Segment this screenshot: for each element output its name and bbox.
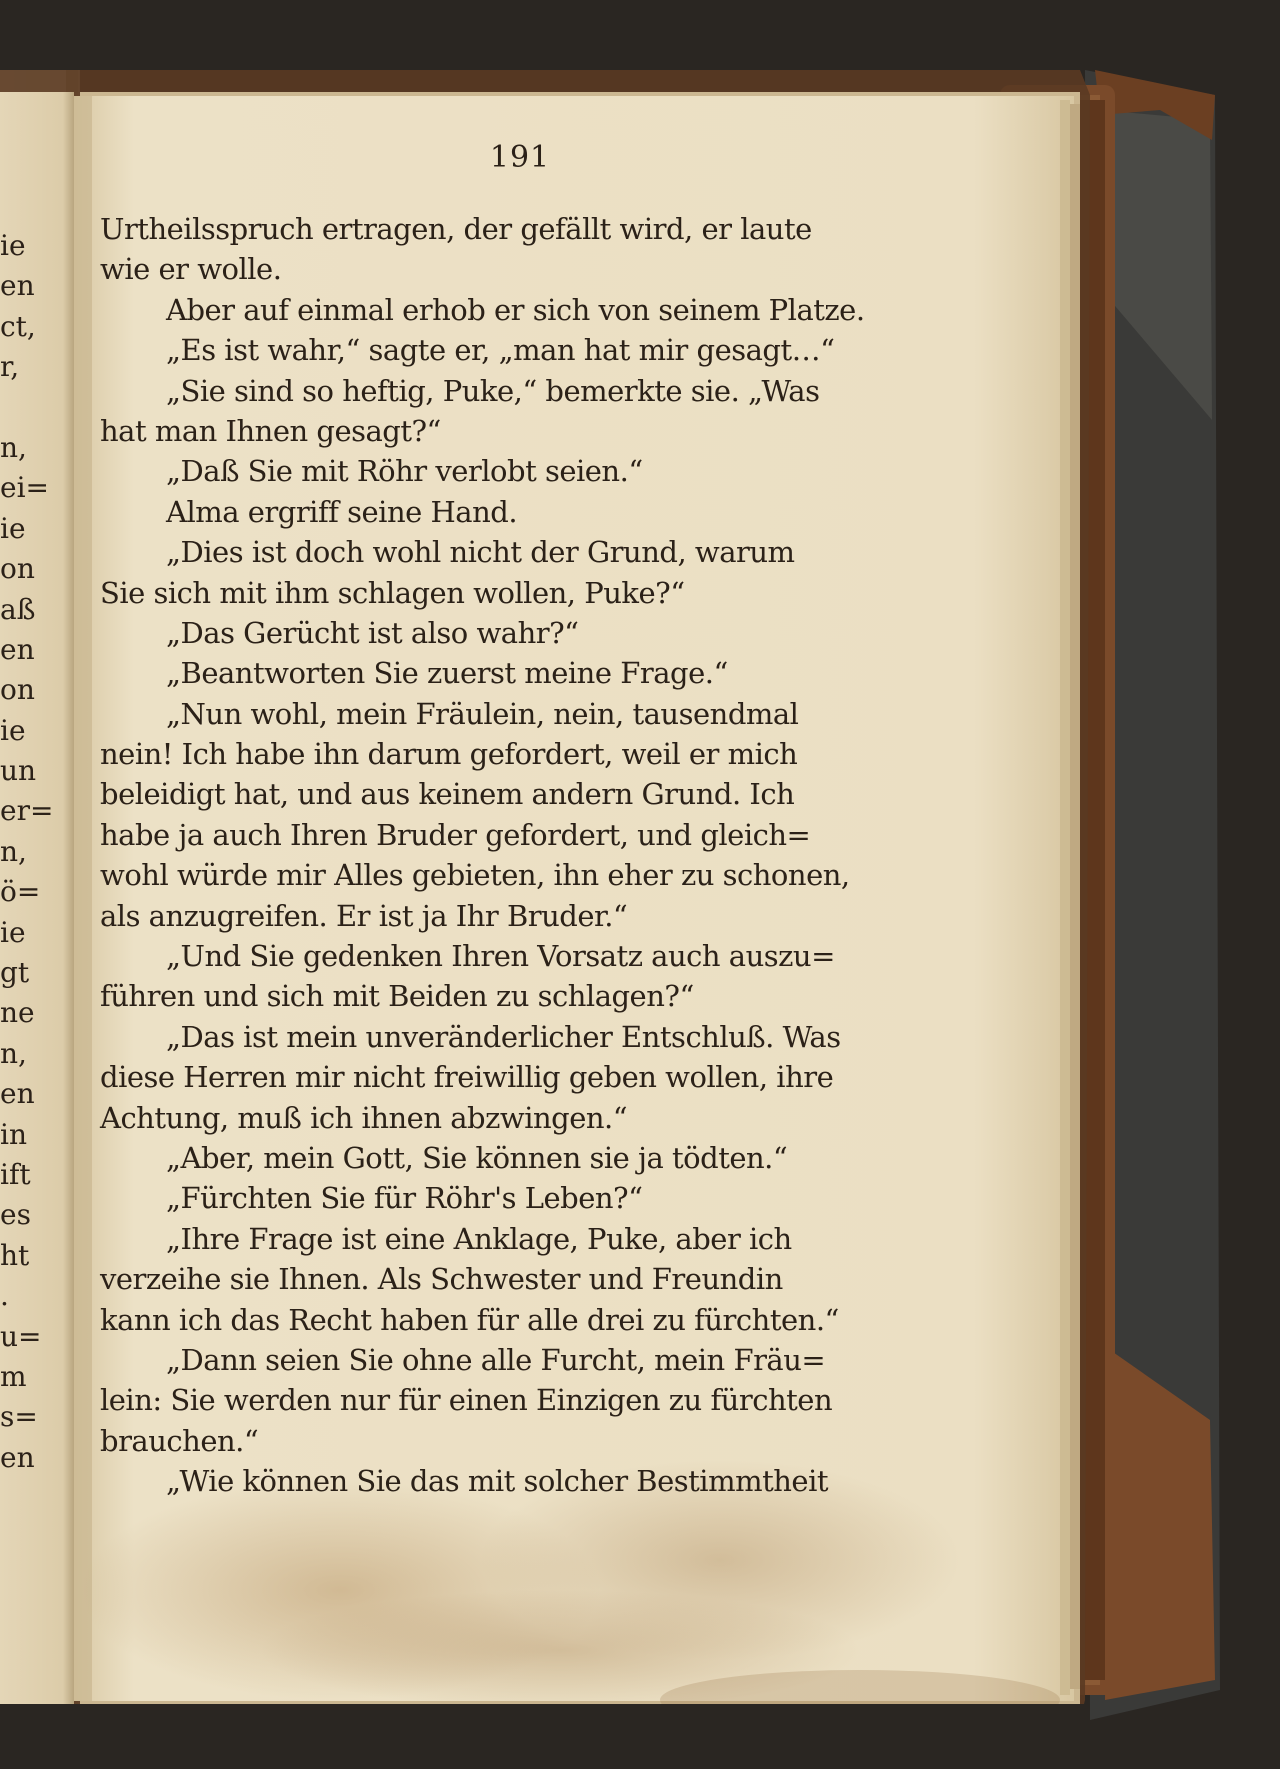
left-page-fragment: en — [0, 1077, 35, 1111]
left-page-fragment: ei= — [0, 471, 49, 505]
text-line: „Wie können Sie das mit solcher Bestimmtheit — [166, 1464, 828, 1499]
left-page-fragment: in — [0, 1117, 27, 1151]
left-page-fragment: ift — [0, 1157, 31, 1191]
left-page-fragment: n, — [0, 1036, 27, 1070]
text-line: diese Herren mir nicht freiwillig geben wollen, ihre — [100, 1060, 834, 1095]
left-page-fragment: ie — [0, 915, 26, 949]
left-page-fragment: ne — [0, 996, 35, 1030]
left-page-fragment: m — [0, 1359, 27, 1393]
text-line: Aber auf einmal erhob er sich von seinem Platze. — [166, 292, 865, 327]
left-page-fragment: on — [0, 552, 35, 586]
text-line: wie er wolle. — [100, 252, 282, 287]
left-page-fragment: er= — [0, 794, 54, 828]
left-page-fragment: en — [0, 269, 35, 303]
text-line: nein! Ich habe ihn darum gefordert, weil er mich — [100, 737, 798, 772]
text-line: wohl würde mir Alles gebieten, ihn eher zu schonen, — [100, 858, 850, 893]
left-page-fragment: on — [0, 673, 35, 707]
text-line: lein: Sie werden nur für einen Einzigen zu fürchten — [100, 1383, 833, 1418]
left-page-fragment: en — [0, 632, 35, 666]
left-page-fragment: aß — [0, 592, 36, 626]
text-line: „Das Gerücht ist also wahr?“ — [166, 615, 579, 650]
left-page-fragment: un — [0, 754, 37, 788]
text-line: Achtung, muß ich ihnen abzwingen.“ — [100, 1100, 628, 1135]
text-line: führen und sich mit Beiden zu schlagen?“ — [100, 979, 694, 1014]
text-line: habe ja auch Ihren Bruder gefordert, und gleich= — [100, 817, 811, 852]
text-line: als anzugreifen. Er ist ja Ihr Bruder.“ — [100, 898, 628, 933]
left-page-fragment: n, — [0, 430, 27, 464]
left-page-fragment: gt — [0, 956, 30, 990]
text-line: „Dies ist doch wohl nicht der Grund, warum — [166, 535, 795, 570]
left-page-fragment: ie — [0, 511, 26, 545]
text-line: „Fürchten Sie für Röhr's Leben?“ — [166, 1181, 643, 1216]
left-page-fragment: r, — [0, 350, 20, 384]
text-line: Sie sich mit ihm schlagen wollen, Puke?“ — [100, 575, 685, 610]
text-line: Alma ergriff seine Hand. — [166, 494, 518, 529]
text-line: kann ich das Recht haben für alle drei zu fürchten.“ — [100, 1302, 839, 1337]
left-page-fragment: u= — [0, 1319, 42, 1353]
left-page-fragment: . — [0, 1279, 9, 1313]
page-number: 191 — [489, 140, 551, 175]
text-line: „Nun wohl, mein Fräulein, nein, tausendmal — [166, 696, 799, 731]
left-page-fragment: n, — [0, 834, 27, 868]
left-page-margin — [0, 226, 54, 1478]
text-line: „Und Sie gedenken Ihren Vorsatz auch auszu= — [166, 939, 835, 974]
text-line: „Sie sind so heftig, Puke,“ bemerkte sie. „Was — [166, 373, 820, 408]
left-page-fragment: ie — [0, 713, 26, 747]
left-page-fragment: ht — [0, 1238, 30, 1272]
text-line: „Beantworten Sie zuerst meine Frage.“ — [166, 656, 728, 691]
left-page-fragment: ct, — [0, 309, 36, 343]
text-line: brauchen.“ — [100, 1423, 259, 1458]
left-page-fragment: s= — [0, 1400, 38, 1434]
text-line: hat man Ihnen gesagt?“ — [100, 413, 441, 448]
page-body — [100, 140, 920, 1502]
left-page-fragment: ö= — [0, 875, 41, 909]
left-page-fragment — [0, 388, 40, 428]
text-line: „Aber, mein Gott, Sie können sie ja tödten.“ — [166, 1140, 788, 1175]
text-line: beleidigt hat, und aus keinem andern Grund. Ich — [100, 777, 795, 812]
left-page-fragment: es — [0, 1198, 31, 1232]
text-line: Urtheilsspruch ertragen, der gefällt wird, er laute — [100, 212, 812, 246]
text-line: „Ihre Frage ist eine Anklage, Puke, aber ich — [166, 1221, 792, 1256]
text-line: „Dann seien Sie ohne alle Furcht, mein Fräu= — [166, 1342, 826, 1377]
text-line: „Das ist mein unveränderlicher Entschluß. Was — [166, 1019, 841, 1054]
left-page-fragment: en — [0, 1440, 35, 1474]
text-line: „Es ist wahr,“ sagte er, „man hat mir gesagt…“ — [166, 333, 835, 368]
text-line: „Daß Sie mit Röhr verlobt seien.“ — [166, 454, 643, 489]
text-lines — [100, 209, 920, 1502]
text-line: verzeihe sie Ihnen. Als Schwester und Freundin — [100, 1262, 783, 1297]
left-page-fragment: ie — [0, 229, 26, 262]
